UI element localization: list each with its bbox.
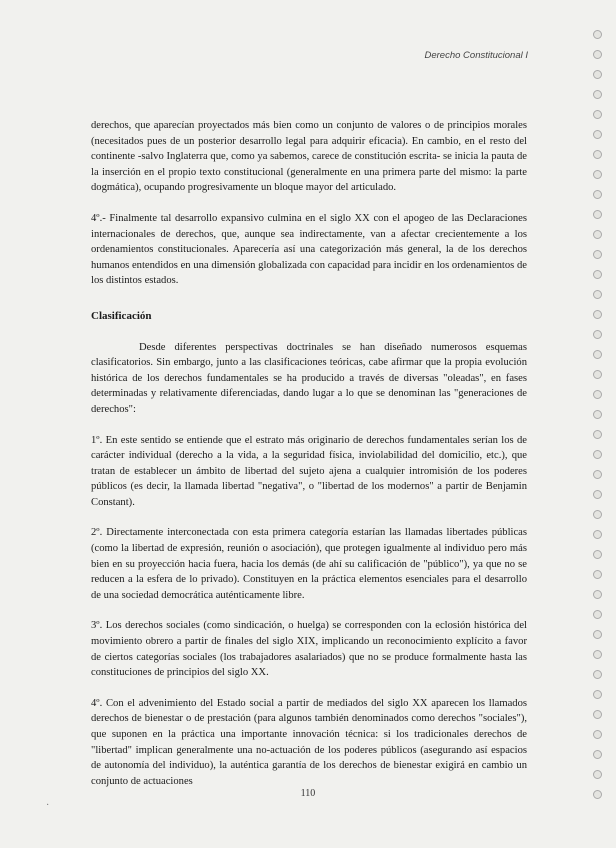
section-heading: Clasificación xyxy=(91,309,152,322)
punch-hole xyxy=(593,270,602,279)
punch-hole xyxy=(593,690,602,699)
page-number: 110 xyxy=(300,788,316,799)
body-paragraph: derechos, que aparecían proyectados más bien como un conjunto de valores o de principios morales (necesitados pues de un posterior desarrollo legal para adquirir eficacia). En cambio, en el resto del continente -salvo Inglaterra que, como ya sabemos, carece de constitución escrita- se inicia la pauta de la inserción en el propio texto constitucional (generalmente en una primera parte del mismo: la parte dogmática), ocupando progresivamente un bloque mayor del articulado. xyxy=(91,120,527,194)
running-header: Derecho Constitucional I xyxy=(424,50,528,61)
punch-hole xyxy=(593,450,602,459)
punch-hole xyxy=(593,30,602,39)
punch-hole xyxy=(593,470,602,479)
punch-hole xyxy=(593,290,602,299)
punch-hole xyxy=(593,570,602,579)
body-paragraph: Desde diferentes perspectivas doctrinales se han diseñado numerosos esquemas clasificatorios. Sin embargo, junto a las clasificaciones teóricas, cabe afirmar que la propia evolución histórica de los derechos fundamentales se ha producido a través de diversas "oleadas", en fases determinadas y relativamente diferenciadas, dando lugar a lo que se denominan las "generaciones de derechos": xyxy=(91,341,527,415)
punch-hole xyxy=(593,50,602,59)
punch-hole xyxy=(593,750,602,759)
body-paragraph: 4º. Con el advenimiento del Estado social a partir de mediados del siglo XX aparecen los llamados derechos de bienestar o de prestación (para algunos también denominados como derechos "sociales"), que suponen en la práctica una importante innovación técnica: si los tradicionales derechos de "libertad" implican generalmente una no-actuación de los poderes públicos (asegurando así espacios de autonomía del individuo), la auténtica garantía de los derechos de bienestar exigirá en cambio un conjunto de actuaciones xyxy=(91,697,527,787)
punch-hole xyxy=(593,250,602,259)
punch-hole xyxy=(593,610,602,619)
punch-hole xyxy=(593,550,602,559)
punch-hole xyxy=(593,110,602,119)
punch-hole xyxy=(593,390,602,399)
punch-hole xyxy=(593,150,602,159)
punch-hole xyxy=(593,70,602,79)
punch-hole xyxy=(593,130,602,139)
body-paragraph: 4º.- Finalmente tal desarrollo expansivo culmina en el siglo XX con el apogeo de las Declaraciones internacionales de derechos, que, aunque sea indirectamente, van a afectar crecientemente a los ordenamientos constitucionales. Aparecería así una categorización más general, la de los derechos humanos entendidos en una dimensión globalizada con capacidad para incidir en los ordenamientos de los distintos estados. xyxy=(91,212,527,287)
scan-speck: · xyxy=(46,800,50,811)
punch-hole xyxy=(593,650,602,659)
punch-hole xyxy=(593,190,602,199)
punch-hole xyxy=(593,730,602,739)
punch-hole xyxy=(593,630,602,639)
body-paragraph: 3º. Los derechos sociales (como sindicación, o huelga) se corresponden con la eclosión histórica del movimiento obrero a partir de finales del siglo XIX, implicando un reconocimiento explícito a favor de ciertos categorías sociales (los trabajadores asalariados) que no se produce formalmente hasta las constituciones de principios del siglo XX. xyxy=(91,620,527,679)
punch-hole xyxy=(593,430,602,439)
punch-hole xyxy=(593,210,602,219)
punch-hole xyxy=(593,170,602,179)
punch-hole xyxy=(593,710,602,719)
punch-hole xyxy=(593,770,602,779)
punch-hole xyxy=(593,410,602,419)
punch-hole xyxy=(593,350,602,359)
punch-hole xyxy=(593,230,602,239)
body-paragraph: 1º. En este sentido se entiende que el estrato más originario de derechos fundamentales serían los de carácter individual (derecho a la vida, a la seguridad física, inviolabilidad del domicilio, etc.), que tratan de establecer un ámbito de libertad del sujeto ajena a cualquier intromisión de los poderes públicos (es decir, la llamada libertad "negativa", o "libertad de los modernos" a partir de Benjamin Constant). xyxy=(91,434,527,508)
body-paragraph: 2º. Directamente interconectada con esta primera categoría estarían las llamadas libertades públicas (como la libertad de expresión, reunión o asociación), que protegen igualmente al individuo pero más bien en su proyección hacia fuera, hacia los demás (de ahí su calificación de "público"), ya que no se reducen a la esfera de lo privado). Constituyen en la práctica elementos esenciales para el desarrollo de una sociedad democrática auténticamente libre. xyxy=(91,527,527,601)
binder-holes xyxy=(588,30,602,820)
punch-hole xyxy=(593,310,602,319)
punch-hole xyxy=(593,90,602,99)
punch-hole xyxy=(593,510,602,519)
punch-hole xyxy=(593,590,602,599)
punch-hole xyxy=(593,330,602,339)
punch-hole xyxy=(593,370,602,379)
punch-hole xyxy=(593,490,602,499)
page-body xyxy=(91,118,527,789)
punch-hole xyxy=(593,530,602,539)
punch-hole xyxy=(593,670,602,679)
